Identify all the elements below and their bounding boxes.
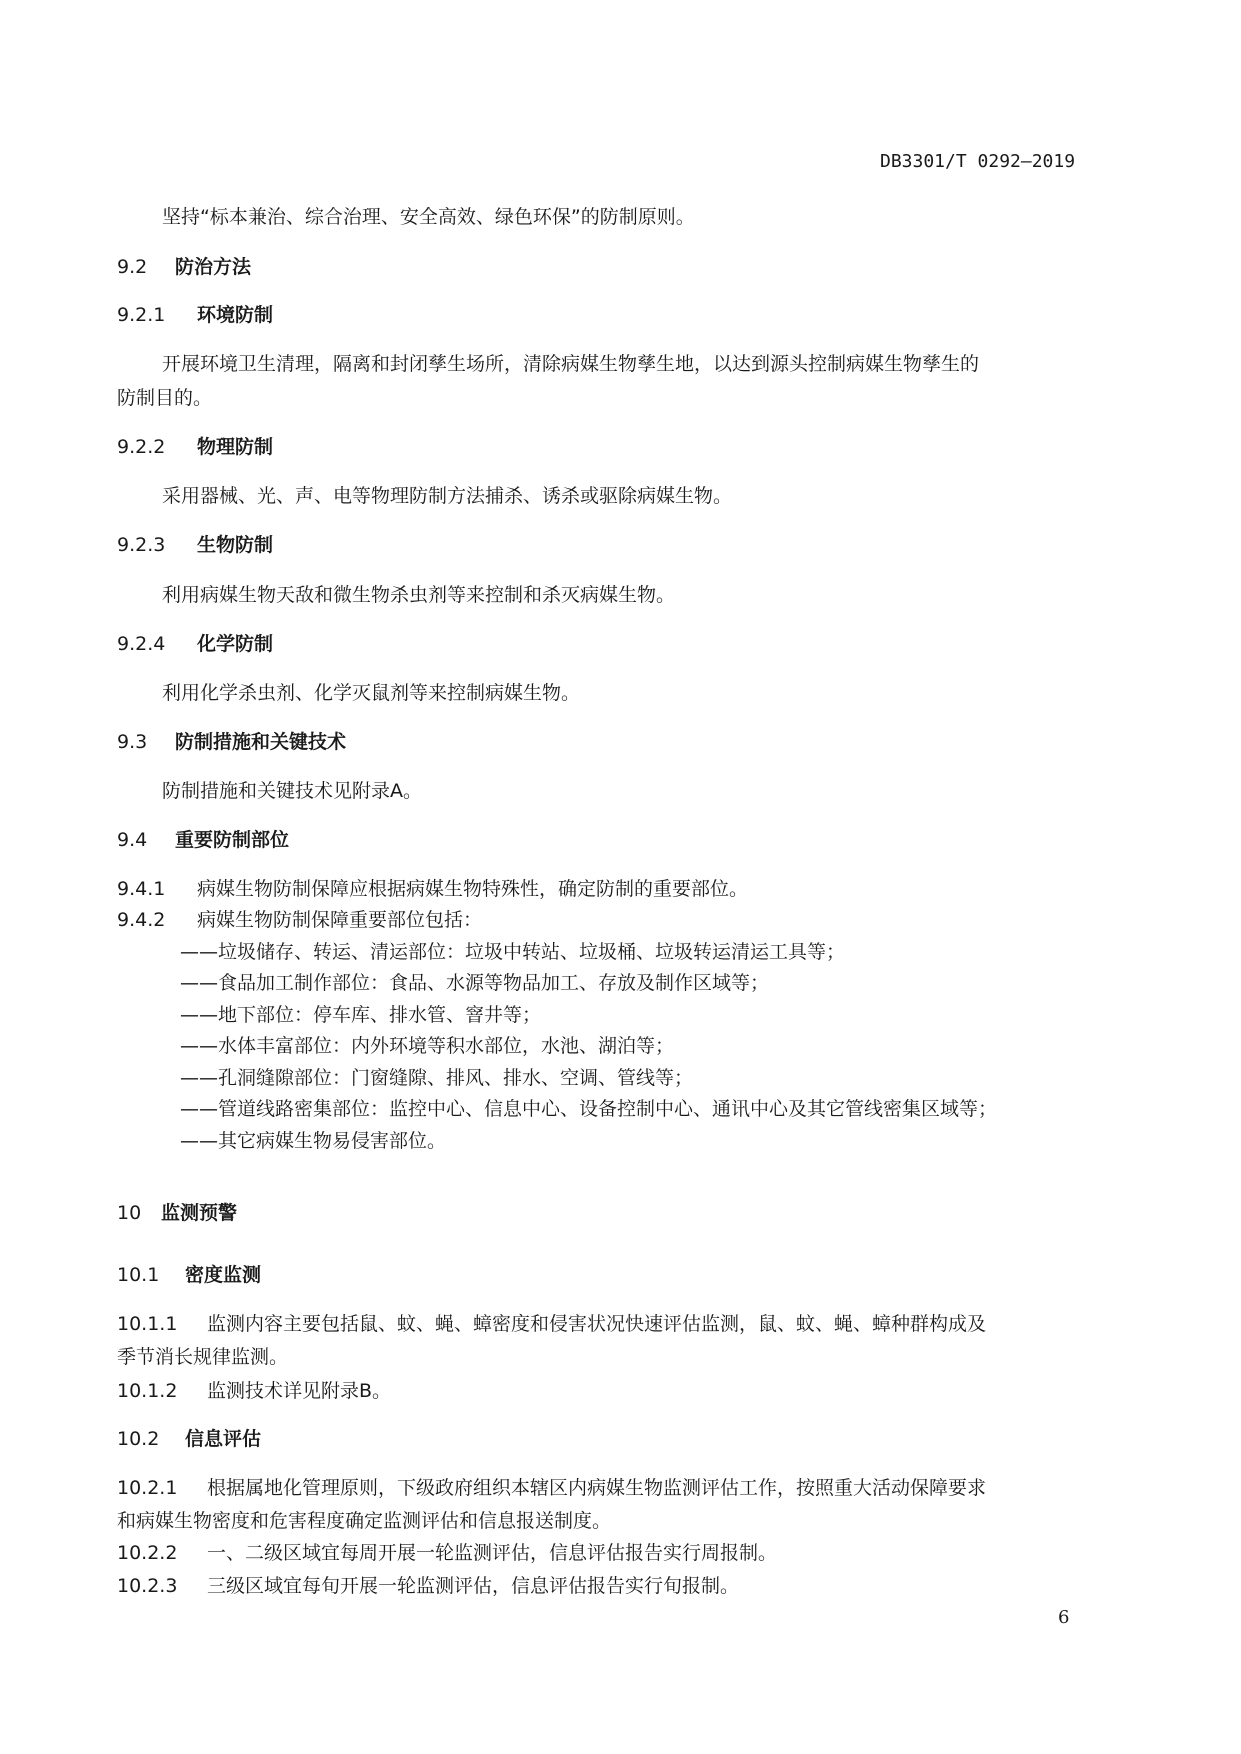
list-item: ——其它病媒生物易侵害部位。 <box>180 1130 447 1152</box>
list-item: ——垃圾储存、转运、清运部位：垃圾中转站、垃圾桶、垃圾转运清运工具等； <box>180 941 846 963</box>
section-heading: 9.3 防制措施和关键技术 <box>117 731 347 753</box>
clause: 9.4.1 病媒生物防制保障应根据病媒生物特殊性，确定防制的重要部位。 <box>117 878 749 900</box>
section-heading: 9.4 重要防制部位 <box>117 829 290 851</box>
paragraph: 利用化学杀虫剂、化学灭鼠剂等来控制病媒生物。 <box>162 682 581 704</box>
paragraph: 防制目的。 <box>117 387 213 409</box>
page-number: 6 <box>1058 1607 1070 1628</box>
list-item: ——食品加工制作部位：食品、水源等物品加工、存放及制作区域等； <box>180 972 770 994</box>
clause-continuation: 和病媒生物密度和危害程度确定监测评估和信息报送制度。 <box>117 1510 612 1532</box>
list-item: ——水体丰富部位：内外环境等积水部位，水池、湖泊等； <box>180 1035 675 1057</box>
section-heading: 9.2.4 化学防制 <box>117 633 274 655</box>
section-heading: 9.2 防治方法 <box>117 256 252 278</box>
section-heading: 9.2.1 环境防制 <box>117 304 274 326</box>
list-item: ——地下部位：停车库、排水管、窨井等； <box>180 1004 542 1026</box>
clause-continuation: 季节消长规律监测。 <box>117 1346 289 1368</box>
paragraph: 采用器械、光、声、电等物理防制方法捕杀、诱杀或驱除病媒生物。 <box>162 485 733 507</box>
clause: 10.2.2 一、二级区域宜每周开展一轮监测评估，信息评估报告实行周报制。 <box>117 1542 778 1564</box>
paragraph: 防制措施和关键技术见附录A。 <box>162 780 422 802</box>
clause: 10.1.2 监测技术详见附录B。 <box>117 1380 392 1402</box>
section-heading: 10.2 信息评估 <box>117 1428 262 1450</box>
list-item: ——管道线路密集部位：监控中心、信息中心、设备控制中心、通讯中心及其它管线密集区域等； <box>180 1098 998 1120</box>
clause: 9.4.2 病媒生物防制保障重要部位包括： <box>117 909 483 931</box>
clause: 10.2.1 根据属地化管理原则，下级政府组织本辖区内病媒生物监测评估工作，按照重大活动保障要求 <box>117 1477 987 1499</box>
paragraph: 利用病媒生物天敌和微生物杀虫剂等来控制和杀灭病媒生物。 <box>162 584 676 606</box>
clause: 10.2.3 三级区域宜每旬开展一轮监测评估，信息评估报告实行旬报制。 <box>117 1575 740 1597</box>
section-heading: 9.2.2 物理防制 <box>117 436 274 458</box>
principle-paragraph: 坚持“标本兼治、综合治理、安全高效、绿色环保”的防制原则。 <box>162 206 695 228</box>
section-heading: 9.2.3 生物防制 <box>117 534 274 556</box>
section-heading: 10.1 密度监测 <box>117 1264 262 1286</box>
doc-code-header: DB3301/T 0292—2019 <box>880 151 1076 172</box>
chapter-heading: 10 监测预警 <box>117 1202 238 1224</box>
clause: 10.1.1 监测内容主要包括鼠、蚊、蝇、蟑密度和侵害状况快速评估监测，鼠、蚊、蝇、蟑种群构成及 <box>117 1313 987 1335</box>
list-item: ——孔洞缝隙部位：门窗缝隙、排风、排水、空调、管线等； <box>180 1067 694 1089</box>
paragraph: 开展环境卫生清理，隔离和封闭孳生场所，清除病媒生物孳生地，以达到源头控制病媒生物孳生的 <box>162 353 980 375</box>
